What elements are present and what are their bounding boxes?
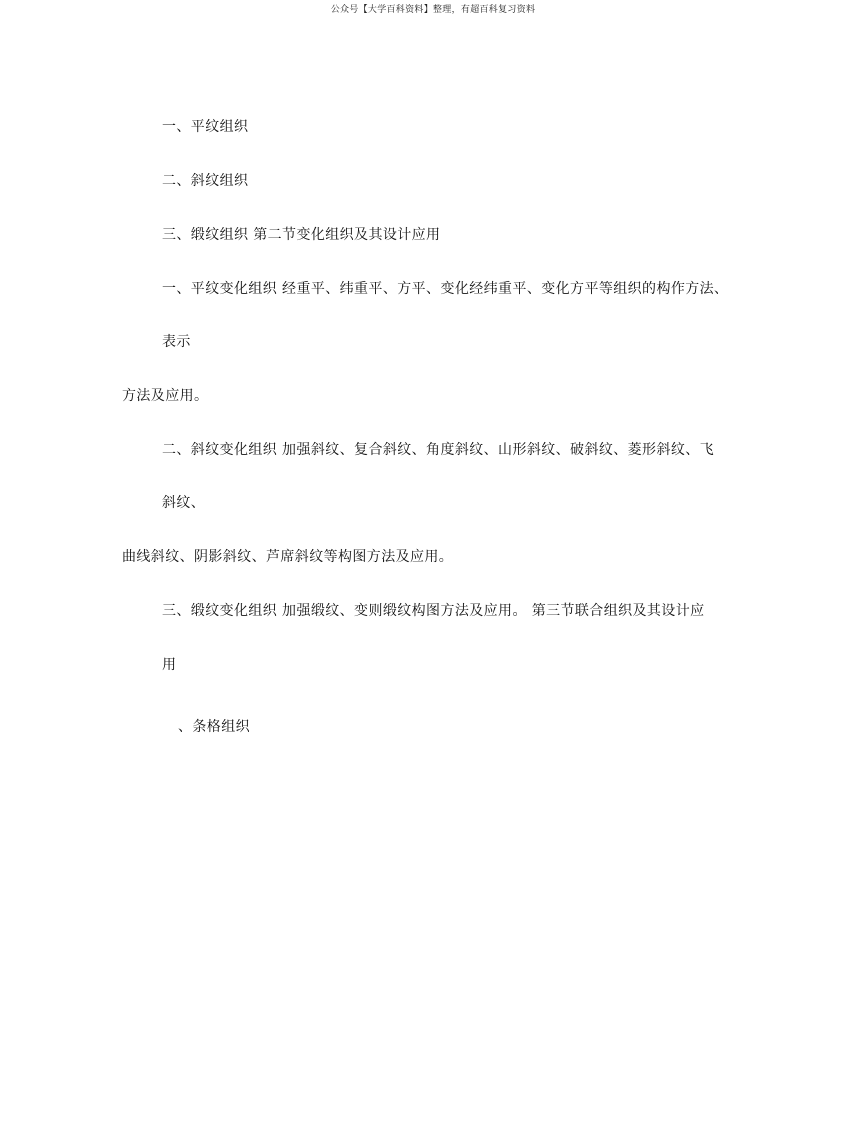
heading-stripe-check-weave: 、条格组织 [178, 719, 250, 735]
heading-twill-weave: 二、斜纹组织 [162, 173, 249, 189]
paragraph-twill-variation-line3: 曲线斜纹、阴影斜纹、芦席斜纹等构图方法及应用。 [122, 549, 454, 565]
paragraph-plain-variation-line3: 方法及应用。 [122, 388, 209, 404]
paragraph-twill-variation-line1: 二、斜纹变化组织 加强斜纹、复合斜纹、角度斜纹、山形斜纹、破斜纹、菱形斜纹、飞 [162, 442, 715, 458]
heading-plain-weave: 一、平纹组织 [162, 119, 249, 135]
heading-satin-weave: 三、缎纹组织 第二节变化组织及其设计应用 [162, 227, 441, 243]
page-header: 公众号【大学百科资料】整理，有超百科复习资料 [330, 5, 536, 15]
paragraph-plain-variation-line2: 表示 [162, 334, 191, 350]
paragraph-satin-variation-line1: 三、缎纹变化组织 加强缎纹、变则缎纹构图方法及应用。 第三节联合组织及其设计应 [162, 603, 705, 619]
paragraph-plain-variation-line1: 一、平纹变化组织 经重平、纬重平、方平、变化经纬重平、变化方平等组织的构作方法、 [162, 281, 729, 297]
paragraph-satin-variation-line2: 用 [162, 657, 177, 673]
paragraph-twill-variation-line2: 斜纹、 [162, 495, 206, 511]
